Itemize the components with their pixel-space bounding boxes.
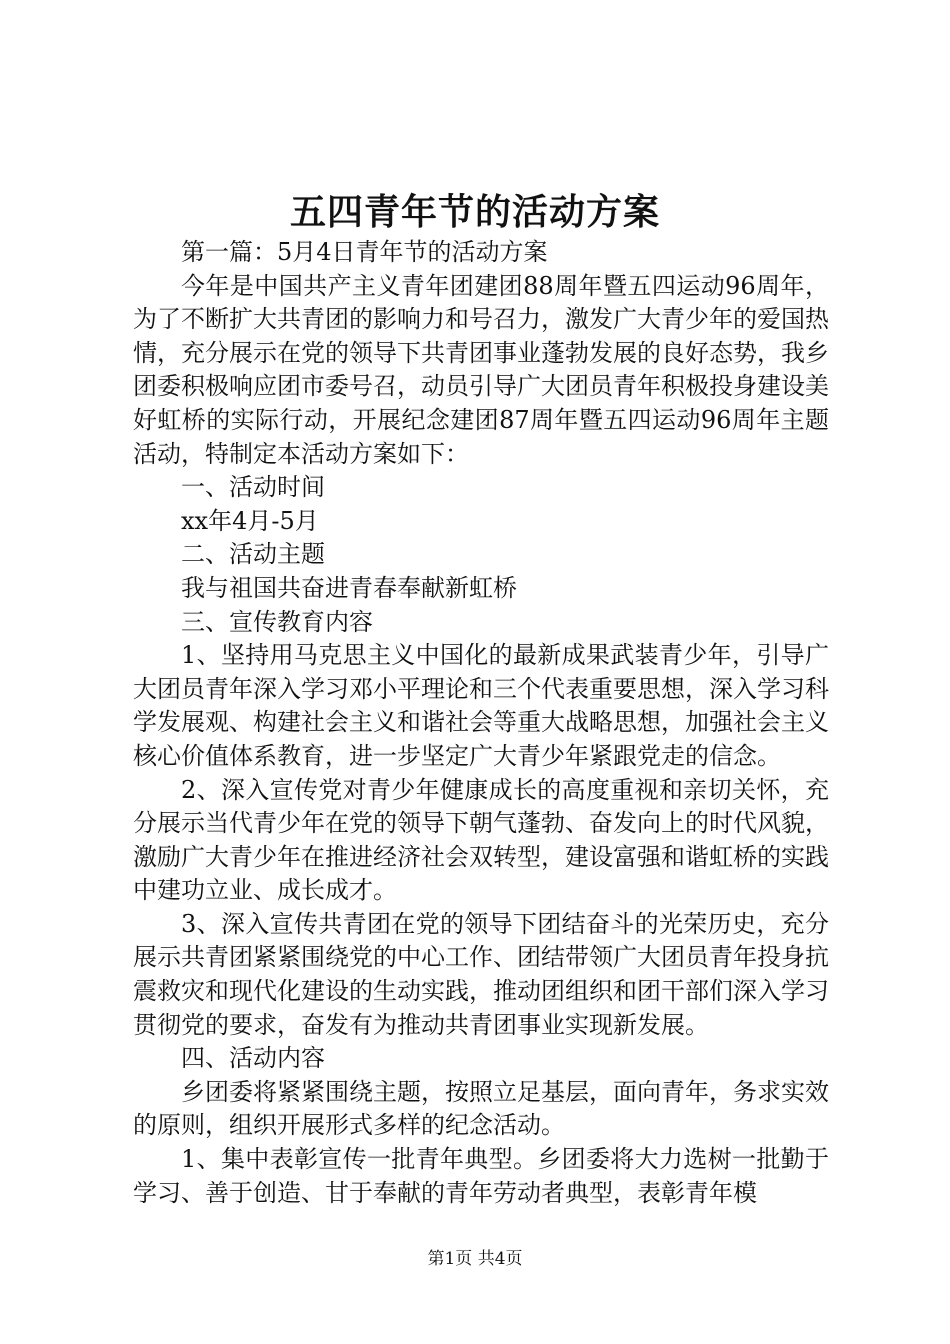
page-number-footer: 第1页 共4页 [427, 1249, 523, 1269]
paragraph-activities-intro: 乡团委将紧紧围绕主题，按照立足基层，面向青年，务求实效的原则，组织开展形式多样的纪念活动。 [133, 1077, 829, 1140]
paragraph-heading-time: 一、活动时间 [181, 473, 325, 502]
paragraph-intro: 今年是中国共产主义青年团建团88周年暨五四运动96周年，为了不断扩大共青团的影响力和号召力，激发广大青少年的爱国热情，充分展示在党的领导下共青团事业蓬勃发展的良好态势，我乡团委积极响应团市委号召，动员引导广大团员青年积极投身建设美好虹桥的实际行动，开展纪念建团87周年暨五四运动96周年主题活动，特制定本活动方案如下： [133, 271, 829, 468]
paragraph-time-value: xx年4月-5月 [181, 506, 319, 535]
document-body [133, 236, 829, 1210]
paragraph-theme-value: 我与祖国共奋进青春奉献新虹桥 [181, 573, 517, 602]
paragraph-education-item-3: 3、深入宣传共青团在党的领导下团结奋斗的光荣历史，充分展示共青团紧紧围绕党的中心工作、团结带领广大团员青年投身抗震救灾和现代化建设的生动实践，推动团组织和团干部们深入学习贯彻党的要求，奋发有为推动共青团事业实现新发展。 [133, 909, 829, 1039]
paragraph-heading-education: 三、宣传教育内容 [181, 607, 373, 636]
paragraph-education-item-1: 1、坚持用马克思主义中国化的最新成果武装青少年，引导广大团员青年深入学习邓小平理论和三个代表重要思想，深入学习科学发展观、构建社会主义和谐社会等重大战略思想，加强社会主义核心价值体系教育，进一步坚定广大青少年紧跟党走的信念。 [133, 641, 829, 770]
paragraph-heading-theme: 二、活动主题 [181, 540, 325, 569]
paragraph-education-item-2: 2、深入宣传党对青少年健康成长的高度重视和亲切关怀，充分展示当代青少年在党的领导下朝气蓬勃、奋发向上的时代风貌，激励广大青少年在推进经济社会双转型，建设富强和谐虹桥的实践中建功立业、成长成才。 [133, 775, 829, 905]
document-title: 五四青年节的活动方案 [289, 191, 660, 233]
paragraph-section-heading: 第一篇：5月4日青年节的活动方案 [181, 238, 548, 266]
paragraph-heading-activities: 四、活动内容 [181, 1044, 325, 1073]
paragraph-activities-item-1: 1、集中表彰宣传一批青年典型。乡团委将大力选树一批勤于学习、善于创造、甘于奉献的青年劳动者典型，表彰青年模 [133, 1145, 829, 1207]
